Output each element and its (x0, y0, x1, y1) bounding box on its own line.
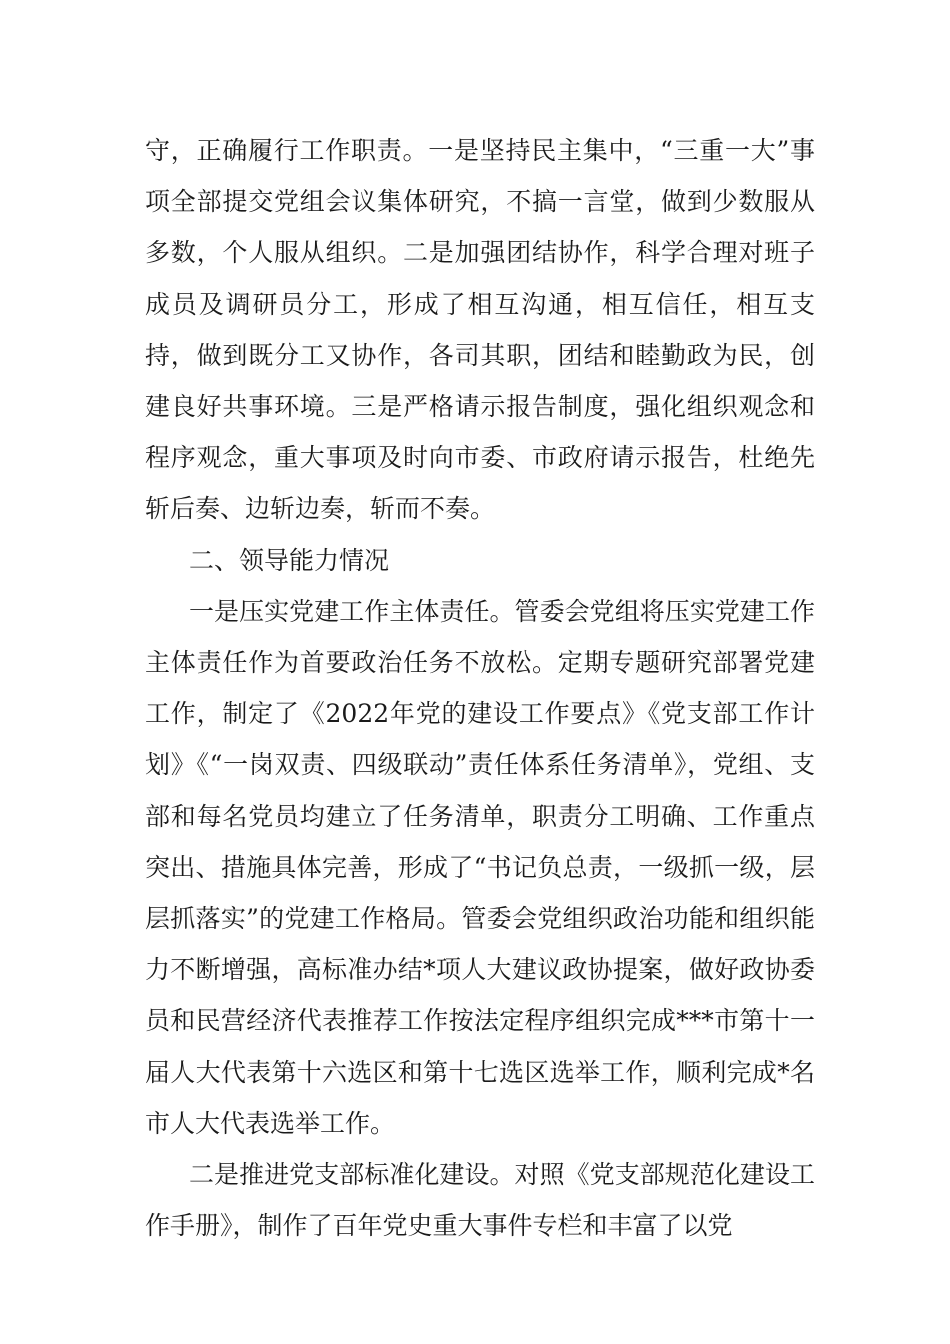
paragraph-branch-standardization: 二是推进党支部标准化建设。对照《党支部规范化建设工作手册》，制作了百年党史重大事件专栏和丰富了以党 (145, 1160, 815, 1241)
paragraph-continuation: 守，正确履行工作职责。一是坚持民主集中，“三重一大”事项全部提交党组会议集体研究，不搞一言堂，做到少数服从多数，个人服从组织。二是加强团结协作，科学合理对班子成员及调研员分工，形成了相互沟通，相互信任，相互支持，做到既分工又协作，各司其职，团结和睦勤政为民，创建良好共事环境。三是严格请示报告制度，强化组织观念和程序观念，重大事项及时向市委、市政府请示报告，杜绝先斩后奏、边斩边奏，斩而不奏。 (145, 136, 815, 524)
document-body (145, 125, 815, 1251)
paragraph-party-building-responsibility: 一是压实党建工作主体责任。管委会党组将压实党建工作主体责任作为首要政治任务不放松。定期专题研究部署党建工作，制定了《2022年党的建设工作要点》《党支部工作计划》《“一岗双责、四级联动”责任体系任务清单》，党组、支部和每名党员均建立了任务清单，职责分工明确、工作重点突出、措施具体完善，形成了“书记负总责，一级抓一级，层层抓落实”的党建工作格局。管委会党组织政治功能和组织能力不断增强，高标准办结*项人大建议政协提案，做好政协委员和民营经济代表推荐工作按法定程序组织完成***市第十一届人大代表第十六选区和第十七选区选举工作，顺利完成*名市人大代表选举工作。 (145, 596, 815, 1138)
section-heading: 二、领导能力情况 (189, 545, 390, 575)
